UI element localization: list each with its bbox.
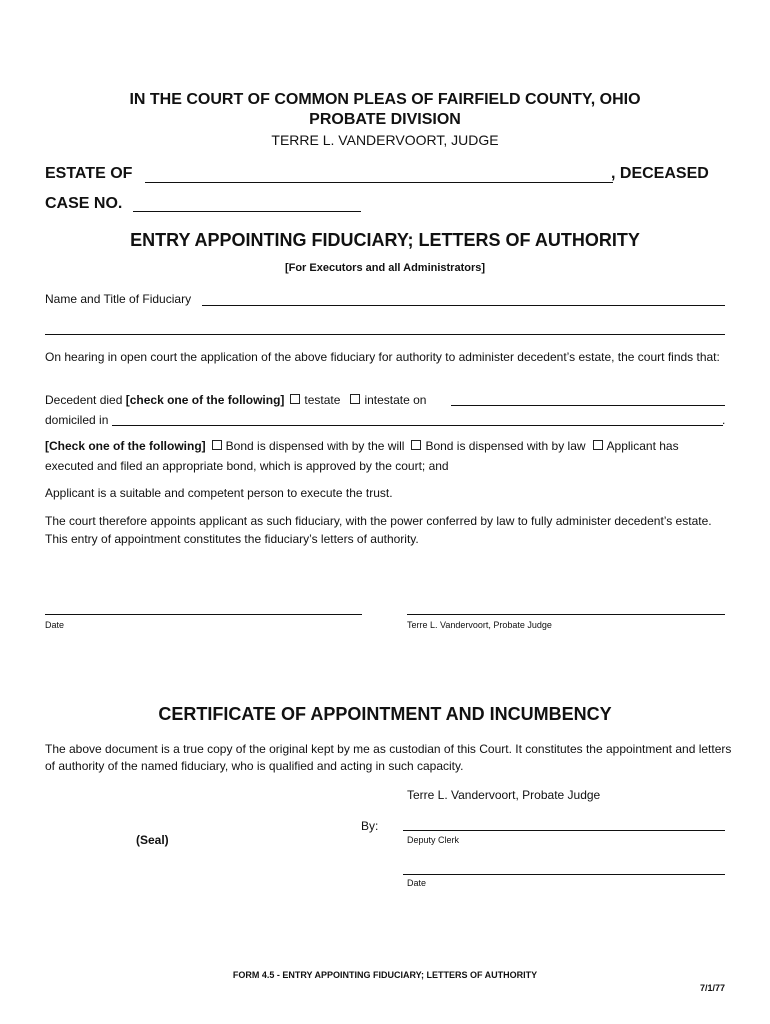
certificate-date-line[interactable] [403,874,725,875]
case-no-label: CASE NO. [45,195,123,212]
deputy-clerk-signature-line[interactable] [403,830,725,831]
certificate-date-label: Date [407,878,427,888]
domicile-line[interactable] [112,425,723,426]
certificate-title: CERTIFICATE OF APPOINTMENT AND INCUMBENCY [158,704,612,724]
bond-will-checkbox[interactable] [212,440,222,450]
fiduciary-name-line[interactable] [202,305,725,306]
fiduciary-label: Name and Title of Fiduciary [45,292,192,306]
bond-row [45,439,679,453]
form-revision: 7/1/77 [699,983,725,993]
appoints-paragraph: The court therefore appoints applicant as such fiduciary, with the power conferred by law to fully administer decedent’s estate. This entry of appointment constitutes the fiduciary’s letters of authority. [45,514,712,546]
form-footer-title: FORM 4.5 - ENTRY APPOINTING FIDUCIARY; LETTERS OF AUTHORITY [232,970,538,980]
hearing-paragraph: On hearing in open court the application of the above fiduciary for authority to administer decedent’s estate, the court finds that: [45,350,720,364]
intestate-checkbox[interactable] [350,394,360,404]
judge-name: TERRE L. VANDERVOORT, JUDGE [271,132,499,148]
suitable-text: Applicant is a suitable and competent person to execute the trust. [45,486,393,500]
testate-label: testate [304,393,341,407]
intestate-on-label: intestate on [364,393,427,407]
certificate-paragraph: The above document is a true copy of the original kept by me as custodian of this Court. It constitutes the appointment and letters of authority of the named fiduciary, who is qualified and acting in such capacity. [45,742,732,773]
domicile-period: . [722,413,726,427]
check-one-bond-label: [Check one of the following] [45,439,206,453]
decedent-died-row [45,393,426,407]
decedent-died-label: Decedent died [45,393,123,407]
seal-label: (Seal) [136,833,169,847]
case-no-line[interactable] [133,211,361,212]
date-of-death-line[interactable] [451,405,725,406]
bond-law-checkbox[interactable] [411,440,421,450]
fiduciary-name-line-2[interactable] [45,334,725,335]
entry-subtitle: [For Executors and all Administrators] [284,262,486,274]
bond-filed-text: executed and filed an appropriate bond, which is approved by the court; and [45,459,449,473]
testate-checkbox[interactable] [290,394,300,404]
bond-law-label: Bond is dispensed with by law [425,439,586,453]
bond-will-label: Bond is dispensed with by the will [225,439,405,453]
certificate-judge-name: Terre L. Vandervoort, Probate Judge [407,788,601,802]
entry-date-label: Date [45,620,65,630]
entry-title: ENTRY APPOINTING FIDUCIARY; LETTERS OF AUTHORITY [130,230,640,250]
court-name: IN THE COURT OF COMMON PLEAS OF FAIRFIELD COUNTY, OHIO [129,91,641,108]
domiciled-in-label: domiciled in [45,413,109,427]
bond-filed-checkbox[interactable] [593,440,603,450]
entry-date-line[interactable] [45,614,362,615]
by-label: By: [361,819,379,833]
check-one-label: [check one of the following] [125,393,285,407]
deceased-label: , DECEASED [611,165,709,182]
estate-name-line[interactable] [145,182,613,183]
judge-signature-label: Terre L. Vandervoort, Probate Judge [407,620,552,630]
deputy-clerk-label: Deputy Clerk [407,835,460,845]
judge-signature-line[interactable] [407,614,725,615]
division-name: PROBATE DIVISION [309,111,461,128]
estate-of-label: ESTATE OF [45,165,133,182]
applicant-has-label: Applicant has [606,439,679,453]
